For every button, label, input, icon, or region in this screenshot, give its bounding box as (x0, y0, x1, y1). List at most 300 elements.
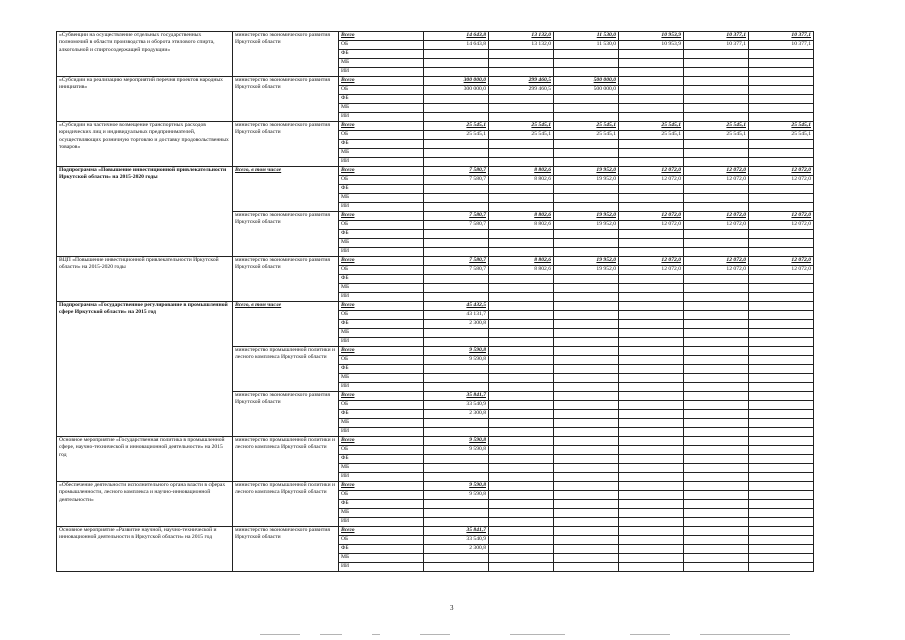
amount-cell: 25 545,1 (749, 131, 814, 140)
amount-cell: 7 580,7 (424, 221, 489, 230)
amount-cell (619, 329, 684, 338)
amount-cell (489, 536, 554, 545)
amount-cell (554, 320, 619, 329)
amount-cell (749, 329, 814, 338)
funding-source-label: ИИ (339, 428, 424, 437)
table-row (57, 302, 814, 311)
amount-cell (749, 320, 814, 329)
amount-cell (749, 383, 814, 392)
amount-cell (619, 428, 684, 437)
amount-cell: 300 000,0 (424, 86, 489, 95)
amount-cell (554, 383, 619, 392)
amount-cell (424, 464, 489, 473)
amount-cell (619, 149, 684, 158)
amount-cell (489, 104, 554, 113)
amount-cell: 7 580,7 (424, 266, 489, 275)
amount-cell (619, 140, 684, 149)
amount-cell (554, 185, 619, 194)
amount-cell (489, 113, 554, 122)
amount-cell: 19 952,0 (554, 257, 619, 266)
amount-cell (749, 428, 814, 437)
amount-cell (749, 392, 814, 401)
executor-cell: Всего, в том числе (233, 302, 339, 347)
amount-cell (554, 356, 619, 365)
amount-cell (684, 284, 749, 293)
amount-cell (489, 329, 554, 338)
amount-cell: 19 952,0 (554, 221, 619, 230)
funding-source-label: ОБ (339, 311, 424, 320)
amount-cell (424, 473, 489, 482)
amount-cell (749, 293, 814, 302)
amount-cell (619, 194, 684, 203)
amount-cell (619, 392, 684, 401)
amount-cell (424, 95, 489, 104)
amount-cell (749, 59, 814, 68)
amount-cell (684, 536, 749, 545)
amount-cell (554, 347, 619, 356)
amount-cell (489, 59, 554, 68)
amount-cell (489, 284, 554, 293)
amount-cell (554, 95, 619, 104)
amount-cell (424, 194, 489, 203)
amount-cell (424, 518, 489, 527)
amount-cell (424, 365, 489, 374)
amount-cell (554, 230, 619, 239)
amount-cell: 8 802,6 (489, 257, 554, 266)
amount-cell (489, 347, 554, 356)
amount-cell: 35 841,7 (424, 392, 489, 401)
amount-cell (749, 50, 814, 59)
amount-cell (619, 338, 684, 347)
amount-cell: 12 072,0 (619, 221, 684, 230)
amount-cell (749, 149, 814, 158)
funding-source-label: МБ (339, 284, 424, 293)
amount-cell: 25 545,1 (749, 122, 814, 131)
amount-cell (554, 419, 619, 428)
amount-cell (424, 104, 489, 113)
funding-source-label: МБ (339, 239, 424, 248)
table-row (57, 122, 814, 131)
amount-cell (684, 374, 749, 383)
amount-cell (489, 275, 554, 284)
executor-cell: Всего, в том числе (233, 167, 339, 212)
executor-cell: министерство экономического развития Иркутской области (233, 527, 339, 572)
amount-cell (554, 527, 619, 536)
amount-cell (749, 95, 814, 104)
amount-cell (489, 482, 554, 491)
amount-cell (424, 230, 489, 239)
amount-cell (554, 293, 619, 302)
amount-cell (424, 563, 489, 572)
funding-source-label: Всего (339, 392, 424, 401)
funding-source-label: ОБ (339, 446, 424, 455)
amount-cell: 299 460,5 (489, 86, 554, 95)
funding-source-label: ОБ (339, 536, 424, 545)
amount-cell (424, 293, 489, 302)
amount-cell (489, 194, 554, 203)
amount-cell: 9 590,8 (424, 347, 489, 356)
amount-cell: 25 545,1 (554, 131, 619, 140)
amount-cell: 13 132,0 (489, 41, 554, 50)
amount-cell (684, 59, 749, 68)
amount-cell (684, 68, 749, 77)
amount-cell (749, 365, 814, 374)
amount-cell (619, 68, 684, 77)
amount-cell (749, 518, 814, 527)
amount-cell (749, 455, 814, 464)
table-row (57, 167, 814, 176)
amount-cell (684, 464, 749, 473)
amount-cell (684, 338, 749, 347)
amount-cell (619, 59, 684, 68)
funding-source-label: Всего (339, 32, 424, 41)
amount-cell (619, 311, 684, 320)
amount-cell: 10 953,9 (619, 41, 684, 50)
funding-source-label: ОБ (339, 131, 424, 140)
amount-cell: 25 545,1 (424, 122, 489, 131)
amount-cell: 25 545,1 (619, 122, 684, 131)
amount-cell (424, 239, 489, 248)
amount-cell (749, 77, 814, 86)
amount-cell (749, 158, 814, 167)
amount-cell (554, 311, 619, 320)
executor-cell: министерство промышленной политики и лесного комплекса Иркутской области (233, 347, 339, 392)
amount-cell: 2 300,8 (424, 410, 489, 419)
amount-cell (684, 86, 749, 95)
amount-cell (619, 86, 684, 95)
amount-cell (489, 500, 554, 509)
funding-source-label: ФБ (339, 230, 424, 239)
amount-cell (554, 149, 619, 158)
amount-cell: 8 802,6 (489, 176, 554, 185)
amount-cell (554, 275, 619, 284)
amount-cell (684, 419, 749, 428)
amount-cell (749, 284, 814, 293)
amount-cell (619, 437, 684, 446)
amount-cell (684, 203, 749, 212)
funding-source-label: ИИ (339, 518, 424, 527)
funding-source-label: ОБ (339, 41, 424, 50)
funding-source-label: МБ (339, 149, 424, 158)
amount-cell (489, 509, 554, 518)
amount-cell (619, 509, 684, 518)
amount-cell (684, 383, 749, 392)
amount-cell (489, 374, 554, 383)
amount-cell (554, 365, 619, 374)
amount-cell (684, 509, 749, 518)
funding-source-label: ФБ (339, 185, 424, 194)
amount-cell (554, 158, 619, 167)
amount-cell (684, 455, 749, 464)
amount-cell (749, 140, 814, 149)
funding-source-label: МБ (339, 509, 424, 518)
amount-cell (489, 428, 554, 437)
amount-cell: 12 072,0 (749, 212, 814, 221)
amount-cell: 14 643,8 (424, 41, 489, 50)
amount-cell (489, 230, 554, 239)
funding-source-label: Всего (339, 527, 424, 536)
amount-cell: 9 590,8 (424, 356, 489, 365)
funding-source-label: ФБ (339, 140, 424, 149)
amount-cell (489, 311, 554, 320)
amount-cell (554, 545, 619, 554)
amount-cell: 11 530,0 (554, 32, 619, 41)
amount-cell: 25 545,1 (684, 122, 749, 131)
amount-cell (619, 455, 684, 464)
executor-cell: министерство промышленной политики и лесного комплекса Иркутской области (233, 437, 339, 482)
amount-cell (489, 392, 554, 401)
amount-cell (749, 482, 814, 491)
amount-cell (619, 518, 684, 527)
amount-cell: 12 072,0 (749, 257, 814, 266)
amount-cell: 10 953,9 (619, 32, 684, 41)
amount-cell (554, 473, 619, 482)
amount-cell (684, 311, 749, 320)
amount-cell (489, 68, 554, 77)
scan-artifact (372, 634, 380, 635)
amount-cell (684, 401, 749, 410)
amount-cell (619, 446, 684, 455)
amount-cell (554, 509, 619, 518)
amount-cell (424, 248, 489, 257)
amount-cell (489, 320, 554, 329)
funding-source-label: ИИ (339, 383, 424, 392)
amount-cell (489, 356, 554, 365)
amount-cell (749, 356, 814, 365)
amount-cell (424, 500, 489, 509)
amount-cell (554, 500, 619, 509)
amount-cell (619, 554, 684, 563)
amount-cell (684, 248, 749, 257)
funding-source-label: МБ (339, 419, 424, 428)
amount-cell (684, 113, 749, 122)
scan-artifact (510, 634, 565, 635)
amount-cell (619, 284, 684, 293)
amount-cell (554, 455, 619, 464)
amount-cell (749, 509, 814, 518)
amount-cell (619, 293, 684, 302)
funding-source-label: ФБ (339, 95, 424, 104)
amount-cell: 33 540,9 (424, 401, 489, 410)
funding-source-label: Всего (339, 437, 424, 446)
amount-cell (684, 554, 749, 563)
amount-cell (749, 239, 814, 248)
amount-cell (684, 527, 749, 536)
amount-cell (489, 401, 554, 410)
amount-cell: 10 377,1 (684, 41, 749, 50)
amount-cell (554, 536, 619, 545)
amount-cell (554, 338, 619, 347)
amount-cell (749, 545, 814, 554)
amount-cell (619, 473, 684, 482)
funding-source-label: МБ (339, 104, 424, 113)
amount-cell (554, 239, 619, 248)
funding-source-label: Всего (339, 482, 424, 491)
amount-cell (489, 446, 554, 455)
amount-cell (749, 437, 814, 446)
executor-cell: министерство экономического развития Иркутской области (233, 32, 339, 77)
amount-cell (749, 527, 814, 536)
funding-source-label: МБ (339, 464, 424, 473)
amount-cell: 7 580,7 (424, 167, 489, 176)
amount-cell (489, 158, 554, 167)
amount-cell (749, 347, 814, 356)
amount-cell (619, 248, 684, 257)
amount-cell (749, 230, 814, 239)
amount-cell (619, 347, 684, 356)
program-name-cell: Подпрограмма «Государственное регулирование в промышленной сфере Иркутской области» на 2015 год (57, 302, 233, 437)
amount-cell (489, 50, 554, 59)
funding-source-label: Всего (339, 167, 424, 176)
amount-cell: 12 072,0 (749, 221, 814, 230)
amount-cell (554, 446, 619, 455)
table-row (57, 527, 814, 536)
amount-cell (554, 401, 619, 410)
page-number: 3 (450, 604, 454, 612)
amount-cell: 25 545,1 (684, 131, 749, 140)
amount-cell (684, 329, 749, 338)
scan-artifact (630, 634, 670, 635)
amount-cell: 12 072,0 (619, 167, 684, 176)
amount-cell (684, 428, 749, 437)
funding-source-label: ФБ (339, 320, 424, 329)
funding-source-label: ИИ (339, 338, 424, 347)
amount-cell (424, 419, 489, 428)
amount-cell: 12 072,0 (684, 221, 749, 230)
amount-cell (619, 383, 684, 392)
amount-cell: 25 545,1 (424, 131, 489, 140)
amount-cell (489, 554, 554, 563)
amount-cell (749, 113, 814, 122)
amount-cell (749, 419, 814, 428)
table-row (57, 257, 814, 266)
amount-cell (684, 293, 749, 302)
amount-cell: 13 132,0 (489, 32, 554, 41)
funding-source-label: ФБ (339, 50, 424, 59)
amount-cell: 9 590,8 (424, 482, 489, 491)
amount-cell (749, 563, 814, 572)
scan-artifact (700, 634, 790, 635)
amount-cell (489, 437, 554, 446)
amount-cell (489, 455, 554, 464)
funding-source-label: ИИ (339, 248, 424, 257)
amount-cell (619, 113, 684, 122)
funding-source-label: ОБ (339, 266, 424, 275)
amount-cell (749, 248, 814, 257)
amount-cell (749, 275, 814, 284)
amount-cell (684, 356, 749, 365)
executor-cell: министерство экономического развития Иркутской области (233, 212, 339, 257)
amount-cell (684, 158, 749, 167)
funding-source-label: Всего (339, 212, 424, 221)
program-name-cell: «Обеспечение деятельности исполнительного органа власти в сферах промышленности, лесного комплекса и научно-инновационной деятельности» (57, 482, 233, 527)
amount-cell (554, 491, 619, 500)
funding-source-label: МБ (339, 329, 424, 338)
amount-cell (749, 104, 814, 113)
funding-source-label: ИИ (339, 113, 424, 122)
funding-source-label: ФБ (339, 275, 424, 284)
amount-cell: 35 841,7 (424, 527, 489, 536)
amount-cell (554, 284, 619, 293)
amount-cell: 25 545,1 (554, 122, 619, 131)
funding-source-label: ИИ (339, 563, 424, 572)
scan-artifact (320, 634, 342, 635)
amount-cell (684, 185, 749, 194)
amount-cell: 500 000,0 (554, 86, 619, 95)
amount-cell (684, 104, 749, 113)
amount-cell (684, 275, 749, 284)
program-name-cell: Подпрограмма «Повышение инвестиционной привлекательности Иркутской области» на 2015-2020 годы (57, 167, 233, 257)
amount-cell (749, 374, 814, 383)
amount-cell (619, 77, 684, 86)
funding-source-label: МБ (339, 194, 424, 203)
amount-cell (424, 158, 489, 167)
amount-cell (489, 203, 554, 212)
amount-cell: 11 530,0 (554, 41, 619, 50)
amount-cell (749, 203, 814, 212)
amount-cell (619, 50, 684, 59)
amount-cell (619, 491, 684, 500)
amount-cell: 45 432,5 (424, 302, 489, 311)
executor-cell: министерство промышленной политики и лесного комплекса Иркутской области (233, 482, 339, 527)
amount-cell (554, 194, 619, 203)
amount-cell: 12 072,0 (619, 257, 684, 266)
amount-cell (554, 374, 619, 383)
amount-cell (554, 437, 619, 446)
program-name-cell: Основное мероприятие «Государственная политика в промышленной сфере, научно-технической и инновационной деятельности» на 2015 год (57, 437, 233, 482)
funding-source-label: ИИ (339, 68, 424, 77)
amount-cell (684, 437, 749, 446)
amount-cell (619, 536, 684, 545)
amount-cell (684, 347, 749, 356)
amount-cell: 19 952,0 (554, 167, 619, 176)
amount-cell (684, 563, 749, 572)
amount-cell: 12 072,0 (684, 257, 749, 266)
amount-cell (554, 68, 619, 77)
amount-cell (749, 464, 814, 473)
amount-cell (489, 419, 554, 428)
amount-cell (424, 185, 489, 194)
amount-cell (619, 482, 684, 491)
amount-cell (554, 104, 619, 113)
amount-cell (619, 401, 684, 410)
amount-cell (619, 203, 684, 212)
amount-cell (749, 554, 814, 563)
amount-cell (684, 230, 749, 239)
amount-cell (619, 365, 684, 374)
amount-cell (684, 302, 749, 311)
amount-cell (554, 554, 619, 563)
amount-cell (554, 140, 619, 149)
amount-cell (489, 473, 554, 482)
amount-cell (489, 545, 554, 554)
amount-cell (489, 383, 554, 392)
amount-cell (489, 527, 554, 536)
funding-source-label: МБ (339, 59, 424, 68)
amount-cell (684, 392, 749, 401)
executor-cell: министерство экономического развития Иркутской области (233, 77, 339, 122)
amount-cell (749, 401, 814, 410)
amount-cell (489, 185, 554, 194)
amount-cell (619, 239, 684, 248)
amount-cell: 10 377,1 (749, 41, 814, 50)
amount-cell (489, 149, 554, 158)
amount-cell (619, 230, 684, 239)
scan-artifact (420, 634, 450, 635)
amount-cell (424, 284, 489, 293)
program-name-cell: «Субсидии на реализацию мероприятий перечня проектов народных инициатив» (57, 77, 233, 122)
amount-cell (424, 329, 489, 338)
